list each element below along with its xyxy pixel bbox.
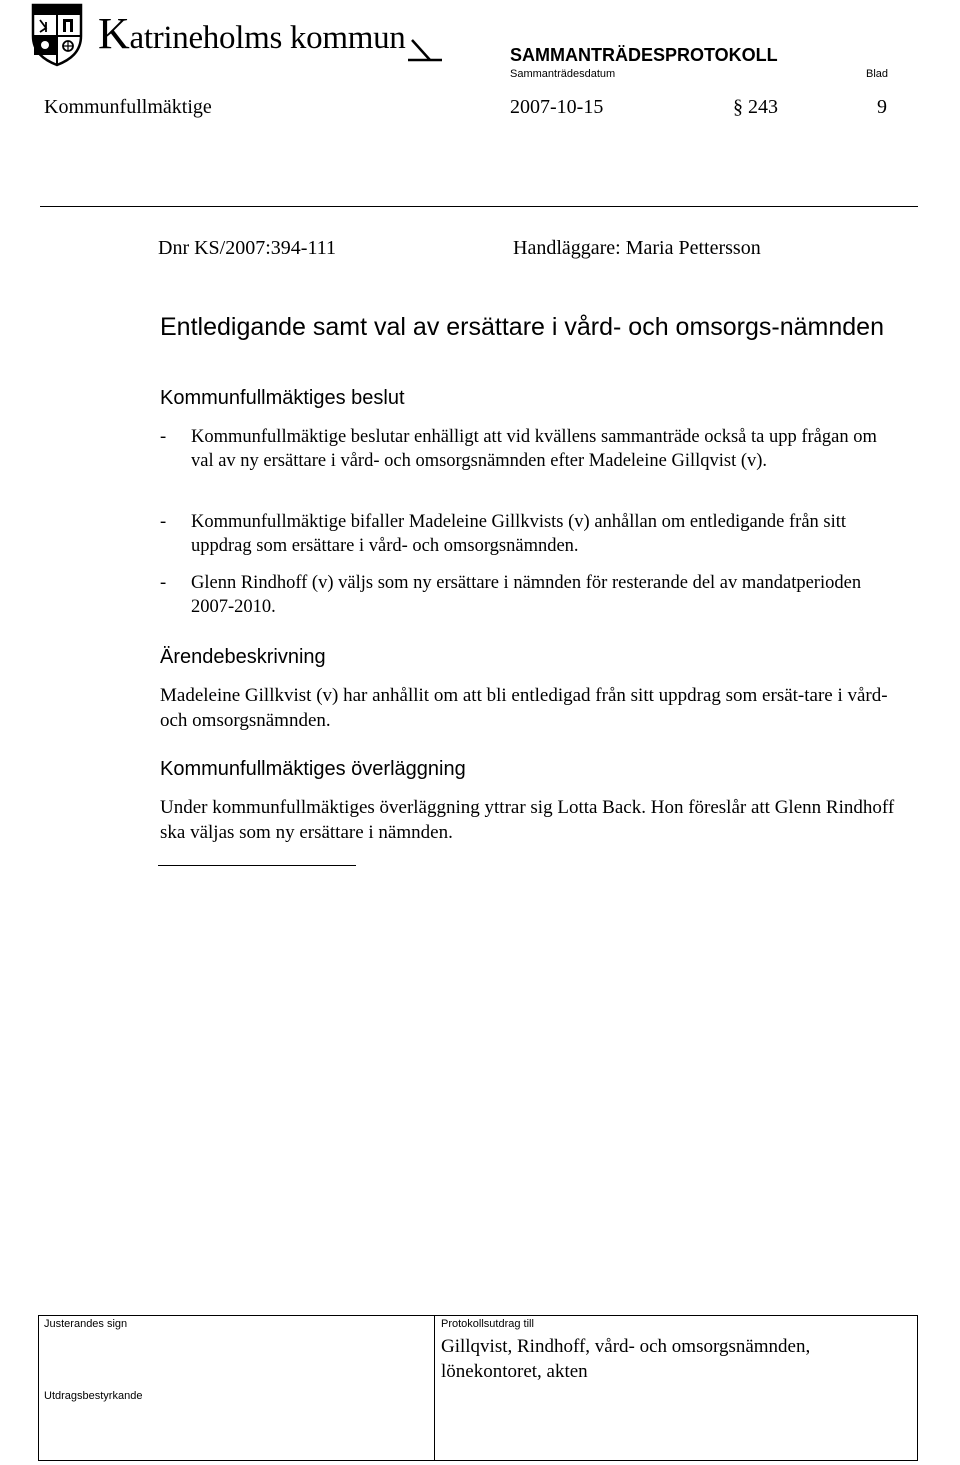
organization-name-initial: K bbox=[98, 9, 130, 58]
decision-item bbox=[160, 571, 900, 619]
case-handler: Handläggare: Maria Pettersson bbox=[513, 237, 761, 259]
deliberation-text: Under kommunfullmäktiges överläggning yttrar sig Lotta Back. Hon föreslår att Glenn Rindhoff ska väljas som ny ersättare i nämnden. bbox=[160, 797, 895, 843]
utdragsbestyrkande-label: Utdragsbestyrkande bbox=[44, 1390, 143, 1402]
page-label: Blad bbox=[866, 68, 889, 80]
distribution-list: Gillqvist, Rindhoff, vård- och omsorgsnämnden, lönekontoret, akten bbox=[441, 1336, 811, 1382]
page-number: 9 bbox=[877, 96, 887, 118]
decision-item bbox=[160, 425, 900, 473]
protokollsutdrag-label: Protokollsutdrag till bbox=[441, 1318, 534, 1330]
municipal-crest-icon bbox=[30, 2, 84, 68]
meeting-body: Kommunfullmäktige bbox=[44, 96, 212, 118]
case-number: Dnr KS/2007:394-111 bbox=[158, 237, 336, 259]
description-heading: Ärendebeskrivning bbox=[160, 646, 326, 668]
list-dash: - bbox=[160, 512, 167, 532]
decision-heading: Kommunfullmäktiges beslut bbox=[160, 387, 405, 409]
logo-underline-mark bbox=[408, 38, 442, 64]
header-divider bbox=[40, 206, 918, 207]
list-dash: - bbox=[160, 573, 167, 593]
organization-name-rest: atrineholms kommun bbox=[129, 20, 406, 56]
decision-item-text: Kommunfullmäktige beslutar enhälligt att vid kvällens sammanträde också ta upp frågan om val av ny ersättare i vård- och omsorgsnämnden efter Madeleine Gillqvist (v). bbox=[191, 427, 877, 471]
decision-item-text: Kommunfullmäktige bifaller Madeleine Gillkvists (v) anhållan om entledigande från sitt uppdrag som ersättare i vård- och omsorgsnämnden. bbox=[191, 512, 847, 556]
signature-box-divider bbox=[434, 1315, 435, 1461]
agenda-item-title: Entledigande samt val av ersättare i vård- och omsorgs-nämnden bbox=[160, 313, 884, 341]
justerandes-sign-label: Justerandes sign bbox=[44, 1318, 128, 1330]
decision-item bbox=[160, 510, 900, 558]
list-dash: - bbox=[160, 427, 167, 447]
organization-name bbox=[98, 9, 406, 58]
description-text: Madeleine Gillkvist (v) har anhållit om att bli entledigad från sitt uppdrag som ersät-tare i vård- och omsorgsnämnden. bbox=[160, 685, 888, 731]
meeting-date: 2007-10-15 bbox=[510, 96, 604, 118]
deliberation-heading: Kommunfullmäktiges överläggning bbox=[160, 758, 466, 780]
section-number: § 243 bbox=[733, 96, 778, 118]
decision-item-text: Glenn Rindhoff (v) väljs som ny ersättare i nämnden för resterande del av mandatperioden 2007-2010. bbox=[191, 573, 862, 617]
meeting-date-label: Sammanträdesdatum bbox=[510, 68, 616, 80]
end-of-item-rule bbox=[158, 865, 356, 866]
document-type: SAMMANTRÄDESPROTOKOLL bbox=[510, 45, 778, 65]
